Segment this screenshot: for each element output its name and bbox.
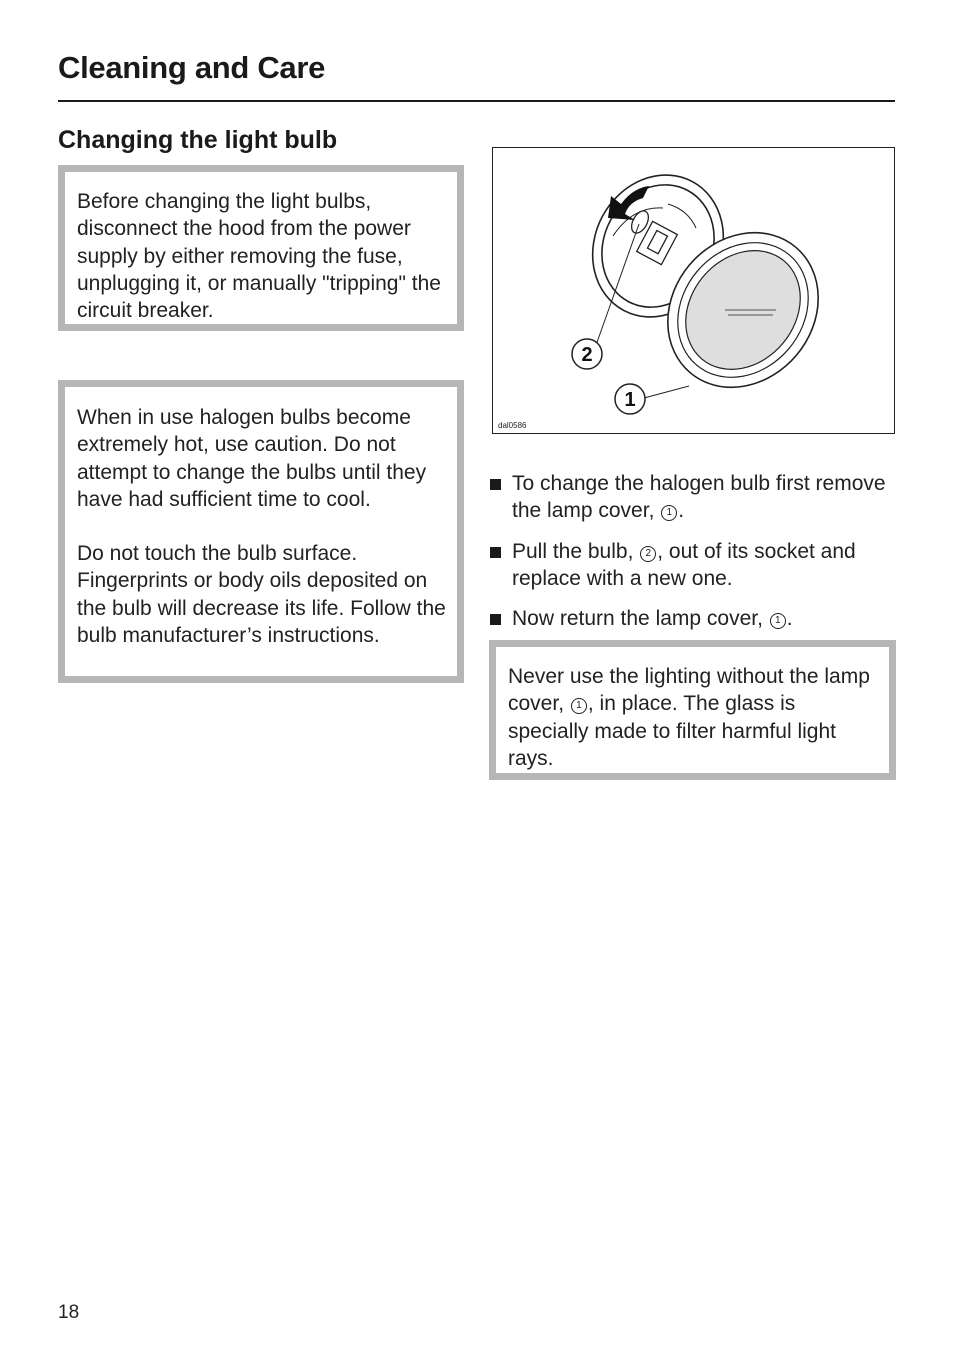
header-rule xyxy=(58,100,895,102)
subsection-title: Changing the light bulb xyxy=(58,126,338,154)
ref-number: 2 xyxy=(640,546,656,562)
square-bullet-icon xyxy=(490,614,501,625)
warning-hot-paragraph-1: When in use halogen bulbs become extremely hot, use caution. Do not attempt to change the bulbs until they have had sufficient time to cool. xyxy=(77,406,427,511)
callout-1: 1 xyxy=(624,389,636,411)
warning-box-hot-bulbs xyxy=(58,380,464,683)
note-box-lamp-cover xyxy=(489,640,896,780)
lamp-illustration xyxy=(492,147,895,434)
square-bullet-icon xyxy=(490,479,501,490)
bulb-socket xyxy=(628,208,677,264)
page-number: 18 xyxy=(58,1302,80,1323)
step-item: Now return the lamp cover, 1 . xyxy=(489,605,899,632)
lamp-drawing xyxy=(493,148,896,435)
warning-disconnect-text: Before changing the light bulbs, disconnect the hood from the power supply by either removing the fuse, unplugging it, or manually "tripping" the circuit breaker. xyxy=(77,190,441,323)
figure-code: dal0586 xyxy=(498,421,527,430)
warning-hot-paragraph-2: Do not touch the bulb surface. Fingerprints or body oils deposited on the bulb will decrease its life. Follow the bulb manufacturer’s instructions. xyxy=(77,542,446,648)
instruction-steps xyxy=(489,470,899,645)
step-item: To change the halogen bulb first remove the lamp cover, 1 . xyxy=(489,470,899,525)
warning-box-disconnect xyxy=(58,165,464,331)
ref-number: 1 xyxy=(571,698,587,714)
square-bullet-icon xyxy=(490,547,501,558)
ref-number: 1 xyxy=(661,505,677,521)
section-title: Cleaning and Care xyxy=(58,50,326,85)
note-cover-text: Never use the lighting without the lamp cover, 1 , in place. The glass is specially made to filter harmful light rays. xyxy=(508,665,870,770)
callout-2: 2 xyxy=(581,344,593,366)
ref-number: 1 xyxy=(770,613,786,629)
step-item: Pull the bulb, 2 , out of its socket and replace with a new one. xyxy=(489,538,899,593)
